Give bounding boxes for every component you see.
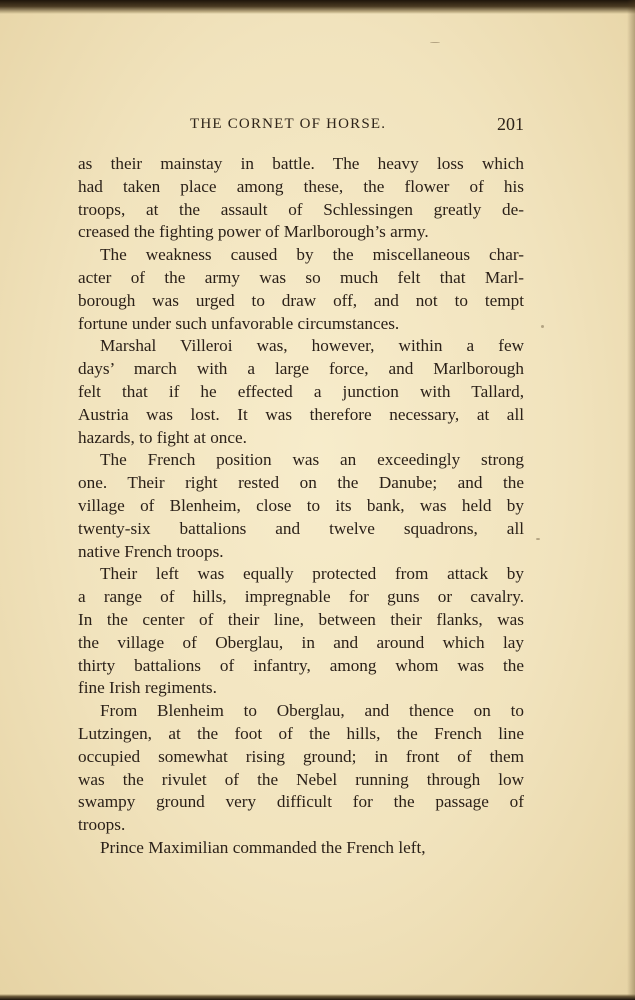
text-line: hazards, to fight at once.	[78, 427, 247, 447]
text-line: the village of Oberglau, in and around which lay	[78, 632, 524, 652]
text-line: twenty-six battalions and twelve squadrons, all	[78, 518, 524, 538]
running-head: THE CORNET OF HORSE.	[190, 116, 387, 132]
body-text	[78, 153, 524, 860]
text-line: The weakness caused by the miscellaneous char-	[100, 245, 524, 265]
text-line: a range of hills, impregnable for guns or cavalry.	[78, 587, 524, 607]
paper-speck	[536, 538, 540, 540]
text-line: fortune under such unfavorable circumstances.	[78, 313, 400, 333]
page-bottom-edge	[0, 994, 635, 1000]
text-line: Austria was lost. It was therefore necessary, at all	[78, 404, 524, 424]
page-right-shadow	[627, 0, 635, 1000]
text-line: troops, at the assault of Schlessingen greatly de-	[78, 199, 524, 219]
text-line: swampy ground very difficult for the passage of	[78, 792, 524, 812]
text-line: creased the fighting power of Marlborough’s army.	[78, 222, 429, 242]
paper-speck	[541, 325, 544, 328]
text-line: was the rivulet of the Nebel running through low	[78, 769, 524, 789]
text-line: felt that if he effected a junction with Tallard,	[78, 381, 524, 401]
text-line: borough was urged to draw off, and not to tempt	[78, 290, 524, 310]
text-line: native French troops.	[78, 541, 224, 561]
page-number: 201	[497, 114, 524, 134]
text-line: fine Irish regiments.	[78, 678, 217, 698]
text-line: as their mainstay in battle. The heavy loss which	[78, 154, 524, 173]
text-line: thirty battalions of infantry, among whom was the	[78, 655, 524, 675]
text-line: The French position was an exceedingly strong	[100, 450, 524, 470]
text-line: From Blenheim to Oberglau, and thence on to	[100, 701, 524, 721]
text-line: Lutzingen, at the foot of the hills, the French line	[78, 723, 524, 743]
text-line: troops.	[78, 815, 126, 835]
text-line: village of Blenheim, close to its bank, was held by	[78, 495, 524, 515]
text-line: Marshal Villeroi was, however, within a few	[100, 336, 524, 356]
text-line: Their left was equally protected from attack by	[100, 564, 524, 584]
text-line: In the center of their line, between their flanks, was	[78, 609, 524, 629]
paper-speck	[430, 42, 440, 43]
text-line: Prince Maximilian commanded the French left,	[100, 837, 426, 857]
page-top-edge	[0, 0, 635, 14]
text-line: one. Their right rested on the Danube; and the	[78, 473, 524, 493]
text-line: had taken place among these, the flower of his	[78, 176, 524, 196]
page-header	[78, 114, 524, 136]
text-line: acter of the army was so much felt that Marl-	[78, 267, 524, 287]
text-line: occupied somewhat rising ground; in front of them	[78, 746, 524, 766]
text-line: days’ march with a large force, and Marlborough	[78, 359, 524, 379]
